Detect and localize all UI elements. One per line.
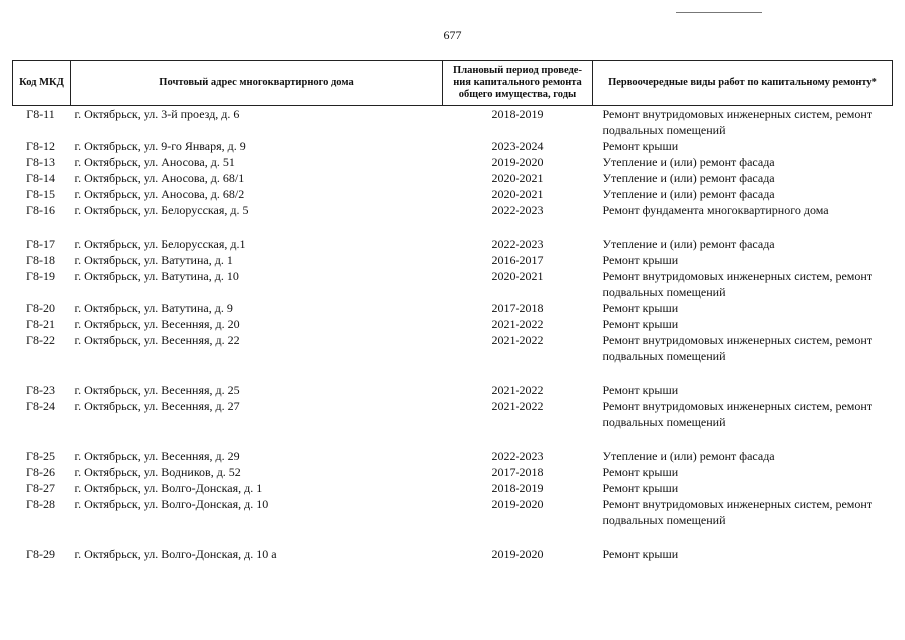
cell-code: Г8-14	[26, 171, 55, 185]
page-number: 677	[443, 28, 462, 42]
cell-address: г. Октябрьск, ул. Весенняя, д. 27	[74, 399, 240, 413]
cell-works: Ремонт крыши	[602, 317, 679, 331]
cell-period: 2021-2022	[491, 317, 544, 331]
cell-address: г. Октябрьск, ул. Белорусская, д.1	[74, 237, 246, 251]
cell-address: г. Октябрьск, ул. Ватутина, д. 1	[74, 253, 233, 267]
cell-period: 2022-2023	[491, 203, 544, 217]
cell-code: Г8-28	[26, 497, 55, 511]
cell-works: Утепление и (или) ремонт фасада	[602, 171, 775, 185]
cell-address: г. Октябрьск, ул. Белорусская, д. 5	[74, 203, 249, 217]
cell-period: 2019-2020	[491, 547, 544, 561]
cell-address: г. Октябрьск, ул. Аносова, д. 68/2	[74, 187, 245, 201]
cell-address: г. Октябрьск, ул. Аносова, д. 68/1	[74, 171, 245, 185]
cell-period: 2017-2018	[491, 465, 544, 479]
cell-period: 2020-2021	[491, 187, 544, 201]
cell-address: г. Октябрьск, ул. 9-го Января, д. 9	[74, 139, 246, 153]
cell-code: Г8-13	[26, 155, 55, 169]
cell-works: Ремонт фундамента многоквартирного дома	[602, 203, 829, 217]
header-code: Код МКД	[13, 61, 71, 106]
cell-address: г. Октябрьск, ул. Ватутина, д. 9	[74, 301, 233, 315]
cell-code: Г8-26	[26, 465, 55, 479]
cell-address: г. Октябрьск, ул. Весенняя, д. 22	[74, 333, 240, 347]
table-row	[13, 546, 893, 562]
header-rule	[676, 12, 762, 13]
cell-address: г. Октябрьск, ул. Ватутина, д. 10	[74, 269, 239, 283]
cell-code: Г8-11	[26, 107, 55, 121]
cell-code: Г8-17	[26, 237, 55, 251]
cell-period: 2021-2022	[491, 383, 544, 397]
cell-works: Утепление и (или) ремонт фасада	[602, 237, 775, 251]
header-address: Почтовый адрес многоквартирного дома	[71, 61, 443, 106]
table-row	[13, 480, 893, 496]
table-row	[13, 268, 893, 300]
table-header-row	[13, 61, 893, 106]
cell-address: г. Октябрьск, ул. Весенняя, д. 29	[74, 449, 240, 463]
cell-works: Утепление и (или) ремонт фасада	[602, 155, 775, 169]
cell-code: Г8-20	[26, 301, 55, 315]
cell-period: 2018-2019	[491, 481, 544, 495]
cell-code: Г8-18	[26, 253, 55, 267]
table-row	[13, 186, 893, 202]
cell-works: Ремонт внутридомовых инженерных систем, ремонт подвальных помещений	[602, 333, 873, 363]
cell-works: Ремонт внутридомовых инженерных систем, ремонт подвальных помещений	[602, 269, 873, 299]
table-row	[13, 252, 893, 268]
cell-works: Ремонт крыши	[602, 139, 679, 153]
cell-works: Ремонт внутридомовых инженерных систем, ремонт подвальных помещений	[602, 107, 873, 137]
cell-period: 2022-2023	[491, 237, 544, 251]
cell-period: 2020-2021	[491, 171, 544, 185]
header-works: Первоочередные виды работ по капитальному ремонту*	[593, 61, 893, 106]
cell-works: Ремонт крыши	[602, 253, 679, 267]
cell-address: г. Октябрьск, ул. Весенняя, д. 20	[74, 317, 240, 331]
table-row	[13, 202, 893, 236]
table-row	[13, 106, 893, 139]
cell-works: Ремонт внутридомовых инженерных систем, ремонт подвальных помещений	[602, 497, 873, 527]
capital-repair-table	[12, 60, 893, 562]
cell-works: Ремонт крыши	[602, 481, 679, 495]
table-row	[13, 382, 893, 398]
cell-address: г. Октябрьск, ул. 3-й проезд, д. 6	[74, 107, 240, 121]
cell-works: Ремонт крыши	[602, 547, 679, 561]
table-row	[13, 138, 893, 154]
cell-code: Г8-19	[26, 269, 55, 283]
table-row	[13, 316, 893, 332]
cell-works: Ремонт крыши	[602, 465, 679, 479]
cell-period: 2020-2021	[491, 269, 544, 283]
cell-works: Ремонт внутридомовых инженерных систем, ремонт подвальных помещений	[602, 399, 873, 429]
header-period: Плановый период проведе-ния капитального ремонта общего имущества, годы	[443, 61, 593, 106]
cell-code: Г8-29	[26, 547, 55, 561]
table-row	[13, 236, 893, 252]
table-body	[13, 106, 893, 563]
cell-code: Г8-24	[26, 399, 55, 413]
cell-address: г. Октябрьск, ул. Волго-Донская, д. 10 а	[74, 547, 277, 561]
table-row	[13, 170, 893, 186]
cell-works: Утепление и (или) ремонт фасада	[602, 187, 775, 201]
table-row	[13, 154, 893, 170]
table-row	[13, 398, 893, 448]
cell-period: 2022-2023	[491, 449, 544, 463]
table-row	[13, 464, 893, 480]
cell-works: Утепление и (или) ремонт фасада	[602, 449, 775, 463]
cell-code: Г8-22	[26, 333, 55, 347]
cell-period: 2019-2020	[491, 155, 544, 169]
cell-address: г. Октябрьск, ул. Волго-Донская, д. 1	[74, 481, 263, 495]
cell-period: 2021-2022	[491, 333, 544, 347]
table-row	[13, 448, 893, 464]
cell-period: 2019-2020	[491, 497, 544, 511]
cell-code: Г8-15	[26, 187, 55, 201]
cell-code: Г8-25	[26, 449, 55, 463]
cell-code: Г8-27	[26, 481, 55, 495]
cell-address: г. Октябрьск, ул. Водников, д. 52	[74, 465, 241, 479]
table-row	[13, 496, 893, 546]
table-row	[13, 332, 893, 382]
cell-code: Г8-23	[26, 383, 55, 397]
cell-works: Ремонт крыши	[602, 301, 679, 315]
cell-period: 2021-2022	[491, 399, 544, 413]
cell-works: Ремонт крыши	[602, 383, 679, 397]
cell-address: г. Октябрьск, ул. Волго-Донская, д. 10	[74, 497, 269, 511]
cell-period: 2018-2019	[491, 107, 544, 121]
cell-code: Г8-16	[26, 203, 55, 217]
cell-code: Г8-12	[26, 139, 55, 153]
table-row	[13, 300, 893, 316]
cell-period: 2023-2024	[491, 139, 544, 153]
cell-address: г. Октябрьск, ул. Аносова, д. 51	[74, 155, 235, 169]
cell-code: Г8-21	[26, 317, 55, 331]
cell-period: 2017-2018	[491, 301, 544, 315]
cell-address: г. Октябрьск, ул. Весенняя, д. 25	[74, 383, 240, 397]
cell-period: 2016-2017	[491, 253, 544, 267]
